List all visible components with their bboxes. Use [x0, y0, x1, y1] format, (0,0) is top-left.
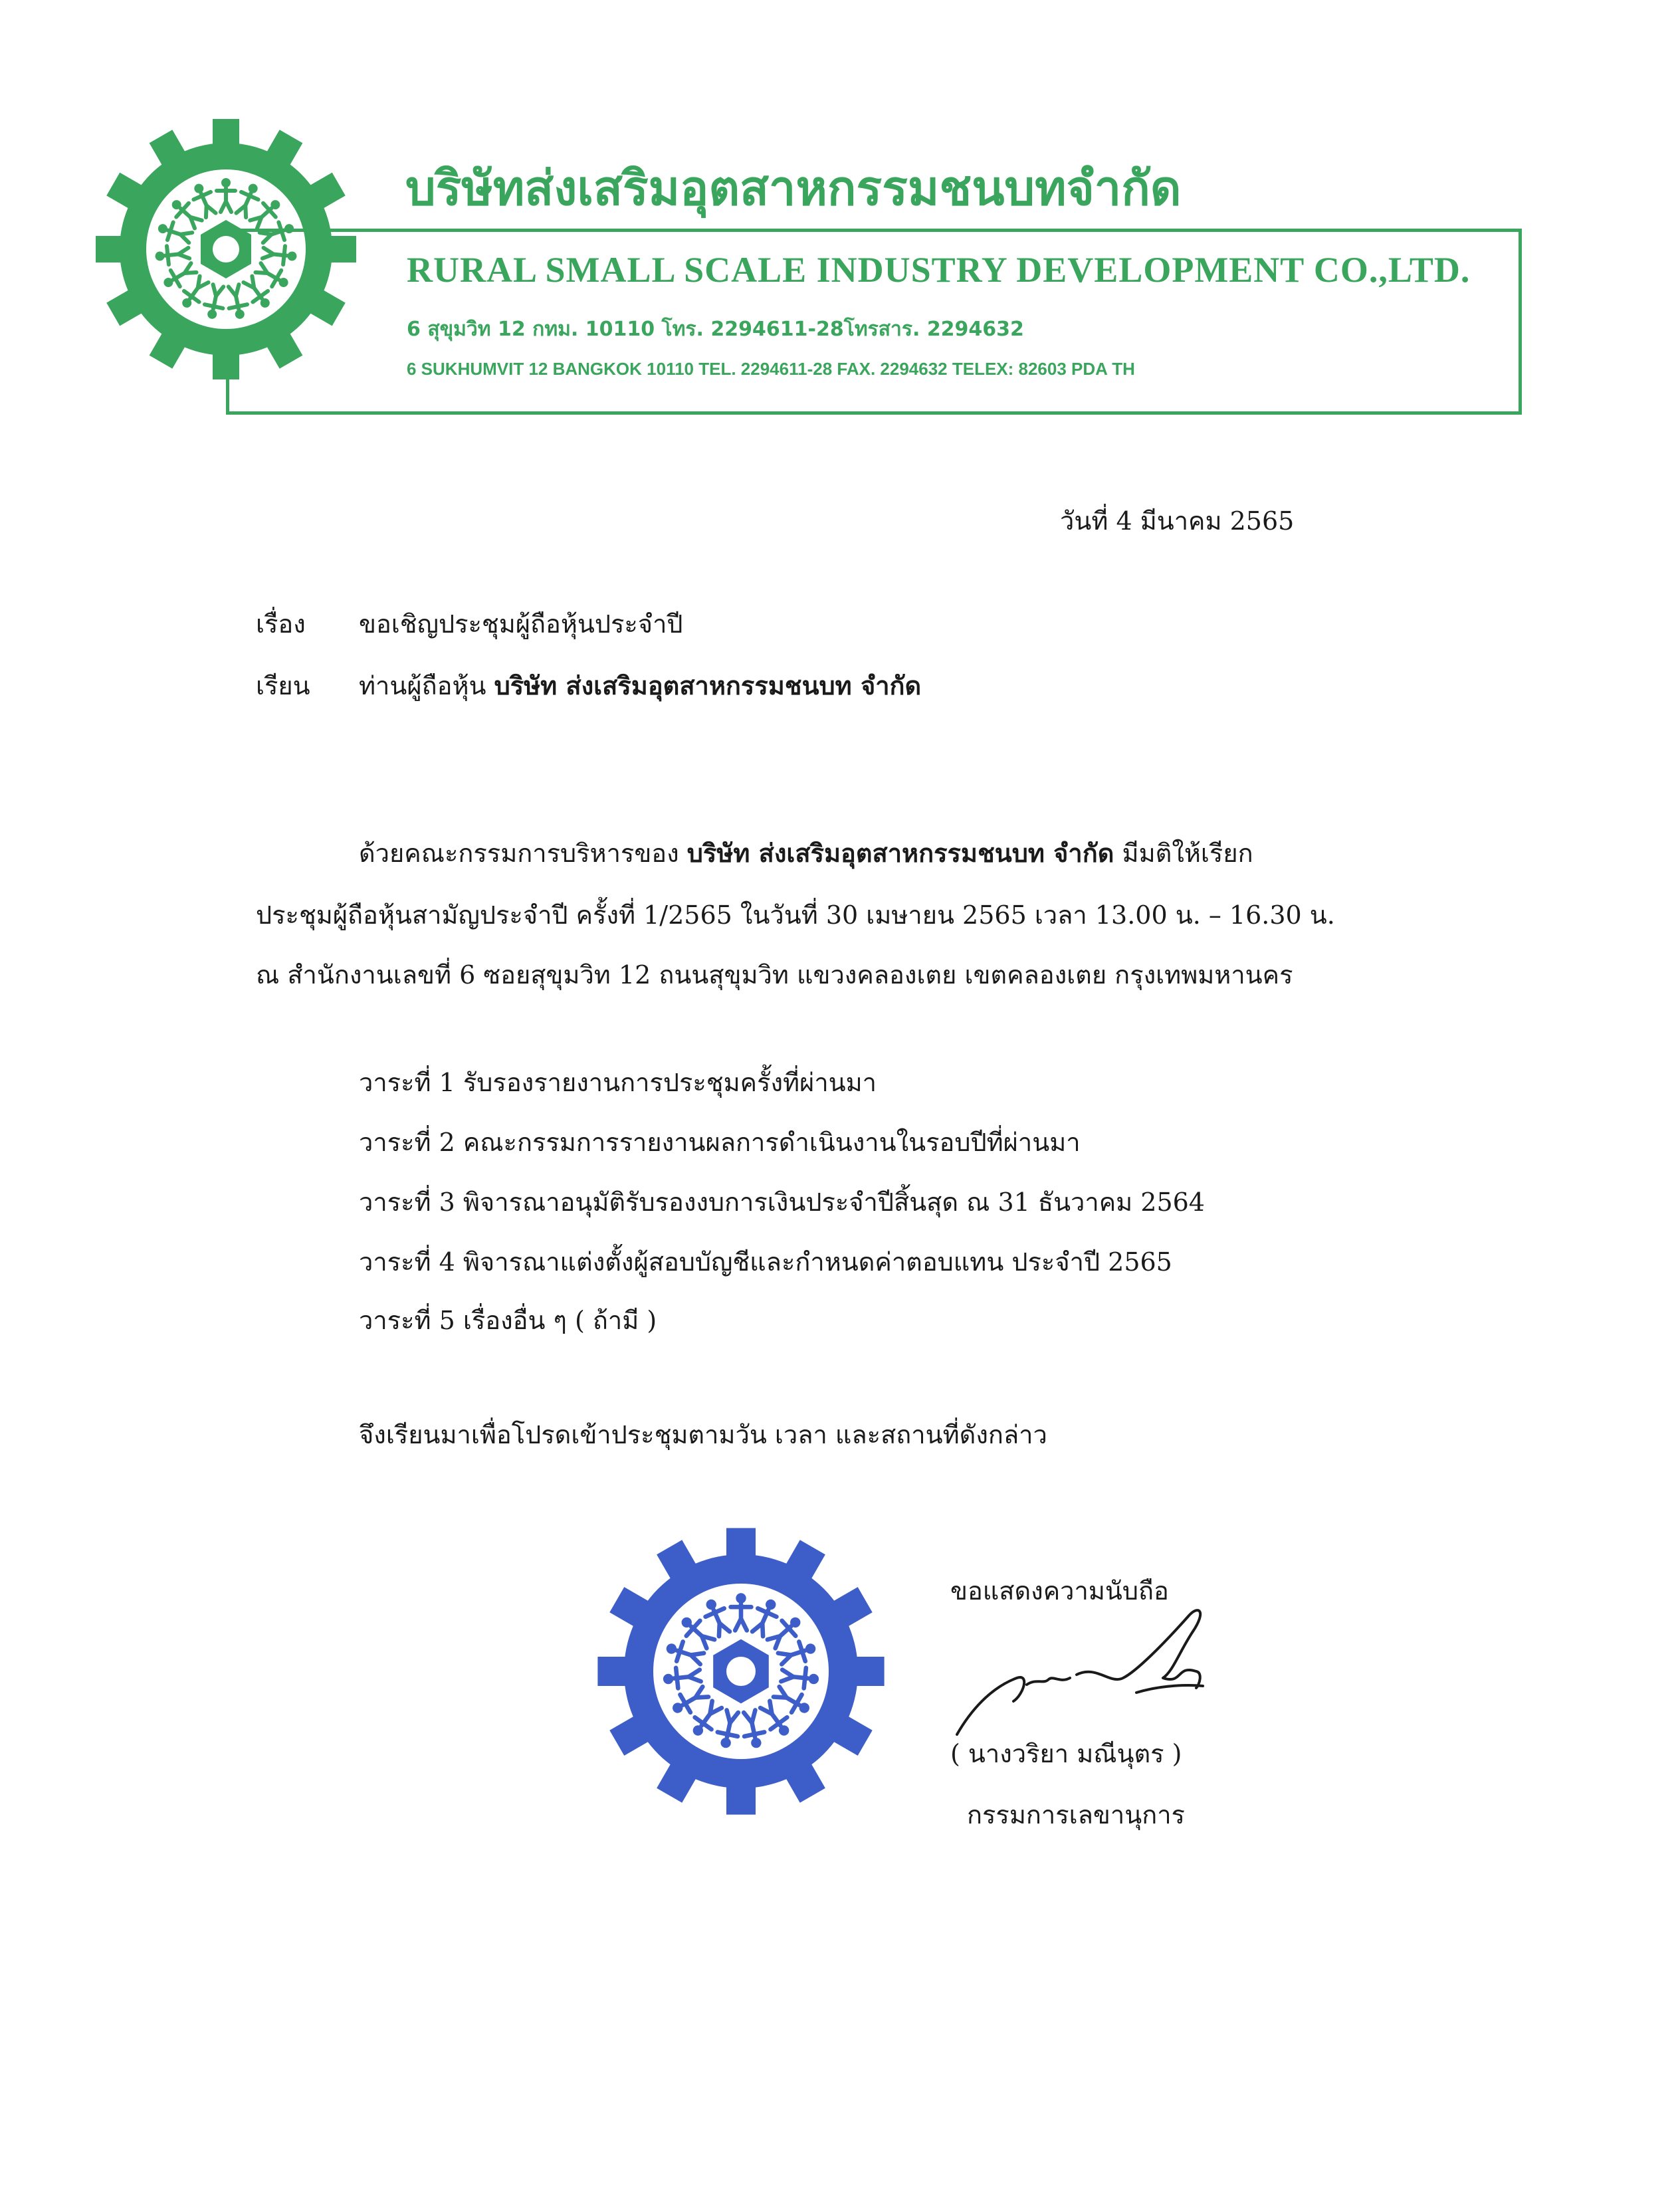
recipient-company: บริษัท ส่งเสริมอุตสาหกรรมชนบท จำกัด	[494, 671, 922, 700]
closing-line: จึงเรียนมาเพื่อโปรดเข้าประชุมตามวัน เวลา และสถานที่ดังกล่าว	[359, 1420, 1047, 1449]
letter-date: วันที่ 4 มีนาคม 2565	[1060, 506, 1295, 536]
agenda-item-2: วาระที่ 2 คณะกรรมการรายงานผลการดำเนินงานในรอบปีที่ผ่านมา	[359, 1128, 1081, 1157]
body-line-3: ณ สำนักงานเลขที่ 6 ซอยสุขุมวิท 12 ถนนสุขุมวิท แขวงคลองเตย เขตคลองเตย กรุงเทพมหานคร	[256, 960, 1293, 990]
company-name-english: RURAL SMALL SCALE INDUSTRY DEVELOPMENT CO.,LTD.	[407, 250, 1471, 290]
agenda-item-5: วาระที่ 5 เรื่องอื่น ๆ ( ถ้ามี )	[359, 1306, 657, 1335]
agenda-item-4: วาระที่ 4 พิจารณาแต่งตั้งผู้สอบบัญชีและกำหนดค่าตอบแทน ประจำปี 2565	[359, 1247, 1172, 1277]
agenda-item-1: วาระที่ 1 รับรองรายงานการประชุมครั้งที่ผ่านมา	[359, 1068, 877, 1097]
address-thai: 6 สุขุมวิท 12 กทม. 10110 โทร. 2294611-28โทรสาร. 2294632	[407, 318, 1024, 341]
body-line-1-prefix: ด้วยคณะกรรมการบริหารของ	[359, 839, 679, 868]
body-line-1	[359, 838, 1253, 868]
address-english: 6 SUKHUMVIT 12 BANGKOK 10110 TEL. 2294611-28 FAX. 2294632 TELEX: 82603 PDA TH	[407, 359, 1135, 379]
letterhead-frame-left	[226, 372, 229, 415]
company-name-thai: บริษัทส่งเสริมอุตสาหกรรมชนบทจำกัด	[405, 160, 1182, 216]
company-seal-stamp-icon	[595, 1525, 887, 1818]
recipient-label: เรียน	[256, 671, 310, 700]
body-line-2: ประชุมผู้ถือหุ้นสามัญประจำปี ครั้งที่ 1/2565 ในวันที่ 30 เมษายน 2565 เวลา 13.00 น. – 16.30 น.	[256, 900, 1335, 930]
signoff-regards: ขอแสดงความนับถือ	[950, 1576, 1169, 1606]
subject-label: เรื่อง	[256, 609, 306, 639]
signatory-title: กรรมการเลขานุการ	[967, 1800, 1185, 1829]
signatory-name: ( นางวริยา มณีนุตร )	[950, 1739, 1182, 1768]
body-line-1-company: บริษัท ส่งเสริมอุตสาหกรรมชนบท จำกัด	[686, 838, 1114, 868]
subject-text: ขอเชิญประชุมผู้ถือหุ้นประจำปี	[359, 609, 683, 639]
handwritten-signature-icon	[944, 1585, 1263, 1744]
recipient-text: ท่านผู้ถือหุ้น	[359, 671, 486, 700]
recipient-line	[359, 673, 921, 698]
body-line-1-suffix: มีมติให้เรียก	[1122, 839, 1253, 868]
agenda-item-3: วาระที่ 3 พิจารณาอนุมัติรับรองงบการเงินประจำปีสิ้นสุด ณ 31 ธันวาคม 2564	[359, 1188, 1205, 1217]
